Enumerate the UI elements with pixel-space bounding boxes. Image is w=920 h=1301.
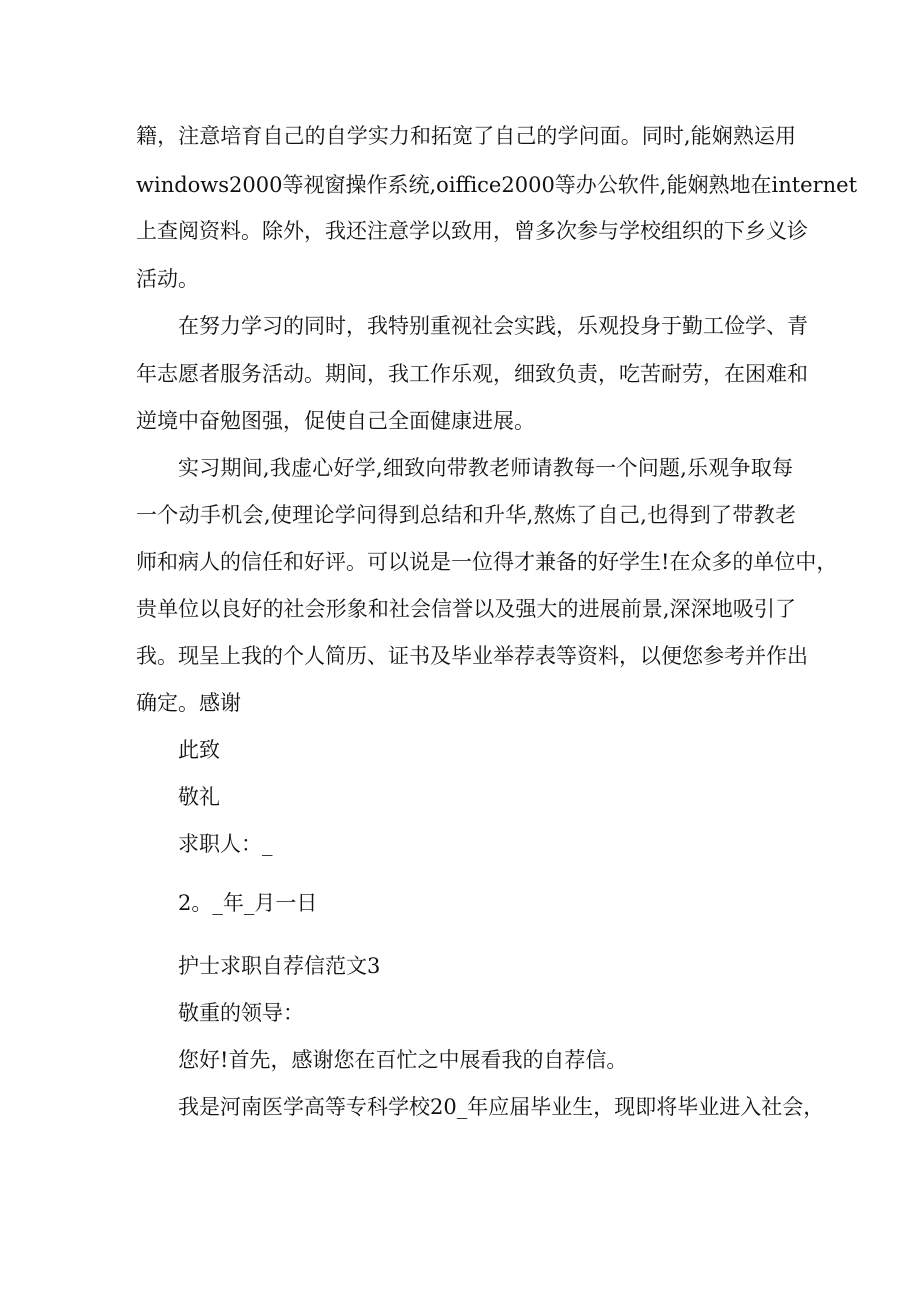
paragraph-3-line-3: 师和病人的信任和好评。可以说是一位得才兼备的好学生!在众多的单位中， xyxy=(136,550,838,574)
paragraph-1-line-4: 活动。 xyxy=(136,267,199,291)
closing-cizhi: 此致 xyxy=(178,738,220,762)
paragraph-3-line-6: 确定。感谢 xyxy=(136,691,241,715)
intro-line: 我是河南医学高等专科学校20_年应届毕业生，现即将毕业进入社会， xyxy=(178,1095,825,1119)
paragraph-2-line-2: 年志愿者服务活动。期间，我工作乐观，细致负责，吃苦耐劳，在困难和 xyxy=(136,362,808,386)
paragraph-2-line-3: 逆境中奋勉图强，促使自己全面健康进展。 xyxy=(136,409,535,433)
paragraph-2-line-1: 在努力学习的同时，我特别重视社会实践，乐观投身于勤工俭学、青 xyxy=(178,314,808,338)
paragraph-1-line-3: 上查阅资料。除外，我还注意学以致用，曾多次参与学校组织的下乡义诊 xyxy=(136,219,808,243)
closing-jingli: 敬礼 xyxy=(178,785,220,809)
section-title: 护士求职自荐信范文3 xyxy=(178,954,381,978)
paragraph-1-line-2: windows2000等视窗操作系统,oiffice2000等办公软件,能娴熟地在internet xyxy=(136,173,858,197)
paragraph-1-line-1: 籍，注意培育自己的自学实力和拓宽了自己的学问面。同时,能娴熟运用 xyxy=(136,124,796,148)
applicant-signature: 求职人：_ xyxy=(178,832,273,856)
letter-date: 2。_年_月一日 xyxy=(178,891,318,915)
paragraph-3-line-1: 实习期间,我虚心好学,细致向带教老师请教每一个问题,乐观争取每 xyxy=(178,456,793,480)
paragraph-3-line-5: 我。现呈上我的个人简历、证书及毕业举荐表等资料，以便您参考并作出 xyxy=(136,644,808,668)
paragraph-3-line-2: 一个动手机会,使理论学问得到总结和升华,熬炼了自己,也得到了带教老 xyxy=(136,503,796,527)
salutation: 敬重的领导： xyxy=(178,1001,304,1025)
paragraph-3-line-4: 贵单位以良好的社会形象和社会信誉以及强大的进展前景,深深地吸引了 xyxy=(136,597,796,621)
greeting-line: 您好!首先，感谢您在百忙之中展看我的自荐信。 xyxy=(178,1048,628,1072)
